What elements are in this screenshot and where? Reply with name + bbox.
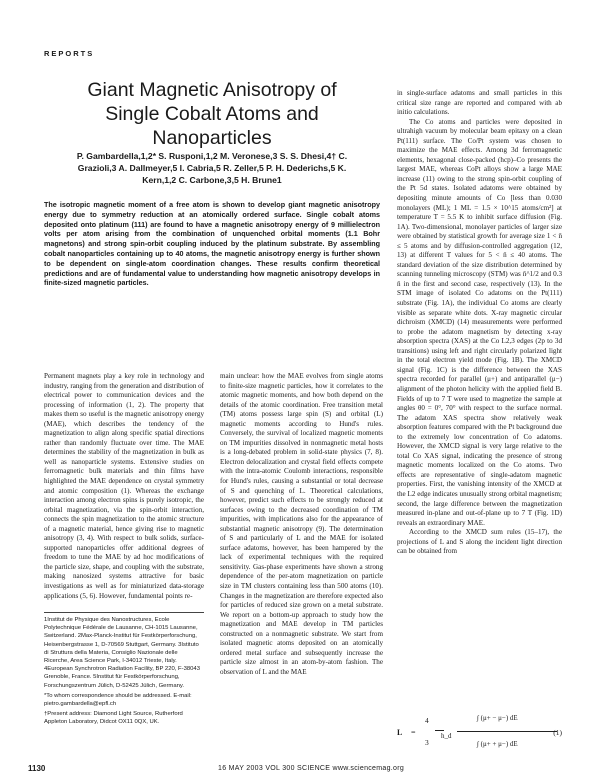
affiliations-footnotes [44, 616, 204, 729]
body-column-2 [220, 372, 383, 678]
body-column-1 [44, 372, 204, 601]
equation-number: (1) [553, 728, 562, 737]
equation-coef-num: 4 [425, 716, 429, 725]
journal-citation: 16 MAY 2003 VOL 300 SCIENCE www.sciencemag.org [218, 765, 405, 772]
equation-fraction-bar [457, 731, 557, 732]
article-title: Giant Magnetic Anisotropy of Single Cobalt Atoms and Nanoparticles [87, 79, 337, 149]
body-column-3 [397, 89, 562, 557]
body-paragraph-2: main unclear: how the MAE evolves from single atoms to finite-size magnetic particles, how it correlates to the atomic magnetic moments, and how both depend on the details of the atomic coordination. Free transition metal (TM) atoms possess large spin (S) and orbital (L) magnetic moments according to Hund's rules. Conversely, the survival of localized magnetic moments on TM impurities dissolved in nonmagnetic metal hosts is a long-debated problem in solid-state physics (7, 8). Electron delocalization and crystal field effects compete with the intra-atomic Coulomb interactions, responsible for Hund's rules, causing a substantial or total decrease of S and quenching of L. Theoretical calculations, however, predict such effects to be strongly reduced at surfaces owing to the decreased coordination of TM impurities, with implications also for the appearance of substantial magnetic anisotropy (9). The determination of S and particularly of L and the MAE for isolated surface adatoms, however, has been hampered by the lack of experimental techniques with the required sensitivity. Gas-phase experiments have shown a strong dependence of the per-atom magnetization on particle size in TM clusters containing less than 500 atoms (10). Changes in the magnetization are therefore expected also for particles of reduced size grown on a metal substrate. We report on a bottom-up approach to study how the magnetization and MAE develop in TM particles constructed on a nonmagnetic substrate. We start from isolated magnetic atoms deposited on an atomically ordered metal surface and subsequently increase the particle size almost in an atom-by-atom fashion. The observation of L and the MAE [220, 372, 383, 676]
abstract: The isotropic magnetic moment of a free atom is shown to develop giant magnetic anisotropy energy due to symmetry reduction at an atomically ordered surface. Single cobalt atoms deposited onto platinum (111) are found to have a magnetic anisotropy energy of 9 millielectron volts per atom arising from the combination of unquenched orbital moments (1.1 Bohr magnetons) and strong spin-orbit coupling induced by the platinum substrate. By assembling cobalt nanoparticles containing up to 40 atoms, the magnetic anisotropy energy is further shown to be dependent on single-atom coordination changes. These results confirm theoretical predictions and are of fundamental value to understanding how magnetic anisotropy develops in finite-sized magnetic particles. [44, 200, 380, 288]
footnote-divider [44, 612, 204, 613]
equation-1 [397, 708, 562, 756]
equation-lhs: L [397, 728, 403, 737]
body-paragraph-3a: in single-surface adatoms and small particles in this critical size range are reported and compared with ab initio calculations. [397, 89, 562, 117]
page-number: 1130 [28, 764, 46, 773]
equation-numerator: ∫ (μ+ − μ−) dE [477, 714, 518, 722]
author-list: P. Gambardella,1,2* S. Rusponi,1,2 M. Veronese,3 S. S. Dhesi,4† C. Grazioli,3 A. Dallmeyer,5 I. Cabria,5 R. Zeller,5 P. H. Dederichs,5 K. Kern,1,2 C. Carbone,3,5 H. Brune1 [76, 151, 348, 185]
equation-equals: = [411, 728, 416, 737]
equation-denominator: ∫ (μ+ + μ−) dE [477, 740, 518, 748]
body-paragraph-3c: According to the XMCD sum rules (15–17), the projections of L and S along the incident light direction can be obtained from [397, 528, 562, 556]
section-label: REPORTS [44, 49, 95, 58]
equation-coef-den: 3 [425, 738, 429, 747]
page-footer [0, 764, 600, 774]
correspondence-note: *To whom correspondence should be addressed. E-mail: pietro.gambardella@epfl.ch [44, 692, 192, 708]
equation-hole-count: h_d [441, 732, 452, 740]
affiliations: 1Institut de Physique des Nanostructures, Ecole Polytechnique Fédérale de Lausanne, CH-1015 Lausanne, Switzerland. 2Max-Planck-Institut für Festkörperforschung, Heisenbergstrasse 1, D-70569 Stuttgart, Germany. 3Istituto di Struttura della Materia, Consiglio Nazionale delle Ricerche, Area Science Park, I-34012 Trieste, Italy. 4European Synchrotron Radiation Facility, BP 220, F-38043 Grenoble, France. 5Institut für Festkörperforschung, Forschungszentrum Jülich, D-52425 Jülich, Germany. [44, 617, 200, 689]
body-paragraph-3b: The Co atoms and particles were deposited in ultrahigh vacuum by molecular beam epitaxy on a clean Pt(111) surface. The Co/Pt system was chosen to maximize the MAE effects. Among 3d ferromagnetic elements, hexagonal close-packed (hcp)–Co presents the largest MAE, whereas CoPt alloys show a large MAE increase (11) owing to the strong spin-orbit coupling of the Pt 5d states. Isolated adatoms were obtained by depositing minute amounts of Co [less than 0.030 monolayers (ML); 1 ML = 1.5 × 10^15 atoms/cm²] at temperature T = 5.5 K to inhibit surface diffusion (Fig. 1A). Two-dimensional, monolayer particles of larger size were obtained by statistical growth for average size 1 < n̄ ≤ 5 atoms and by diffusion-controlled aggregation (12, 13) at different T values for 5 < n̄ ≤ 40 atoms. The standard deviation of the size distribution determined by scanning tunneling microscopy (STM) was n̄^1/2 and 0.3 n̄ in the first and second case, respectively (13). In the STM image of isolated Co adatoms on the Pt(111) substrate (Fig. 1A), the individual Co atoms are clearly visible as separate white dots. X-ray magnetic circular dichroism (XMCD) (14) measurements were performed to probe the adatom magnetism by detecting x-ray absorption spectra (XAS) at the Co L2,3 edges (2p to 3d transitions) using left and right circularly polarized light in the total electron yield mode (Fig. 1B). The XMCD signal (Fig. 1C) is the difference between the XAS spectra recorded for parallel (μ+) and antiparallel (μ−) alignment of the photon helicity with the applied field B. Fields of up to 7 T were used to magnetize the sample at angles θ0 = 0°, 70° with respect to the surface normal. The adatom XAS spectra show relatively weak absorption features compared with the Pt background due to the extremely low concentration of Co adatoms. However, the XMCD signal is very large relative to the total Co XAS signal, indicating the presence of strong magnetic moments localized on the Co atoms. Two effects are representative of single-adatom magnetic properties. First, the vanishing intensity of the XMCD at the L2 edge indicates unusually strong orbital magnetism; second, the large difference between the magnetization measured in-plane and out-of-plane up to 7 T (Fig. 1D) reveals an extraordinary MAE. [397, 117, 562, 527]
present-address-note: †Present address: Diamond Light Source, Rutherford Appleton Laboratory, Didcot OX11 0QX, UK. [44, 711, 183, 726]
equation-coef-bar [435, 730, 444, 731]
body-paragraph-intro: Permanent magnets play a key role in technology and industry, ranging from the generation and distribution of electrical power to communication devices and the processing of information (1, 2). The property that makes them so useful is the magnetic anisotropy energy (MAE), which describes the tendency of the magnetization to align along specific spatial directions rather than randomly fluctuate over time. The MAE determines the stability of the magnetization in bulk as well as nanoparticle systems. Extensive studies on ferromagnetic bulk materials and thin films have highlighted the MAE dependence on crystal symmetry and atomic composition (1). Whereas the exchange interaction among electron spins is purely isotropic, the orbital magnetization, via the spin-orbit interaction, connects the spin magnetization to the atomic structure of a magnetic material, hence giving rise to magnetic anisotropy (3, 4). With respect to bulk solids, surface-supported nanoparticles offer additional degrees of freedom to tune the MAE by ad hoc modifications of the particle size, shape, and coupling with the substrate, making nanosized systems attractive for basic investigations as well as for miniaturized data-storage applications (5, 6). However, fundamental points re- [44, 372, 204, 600]
